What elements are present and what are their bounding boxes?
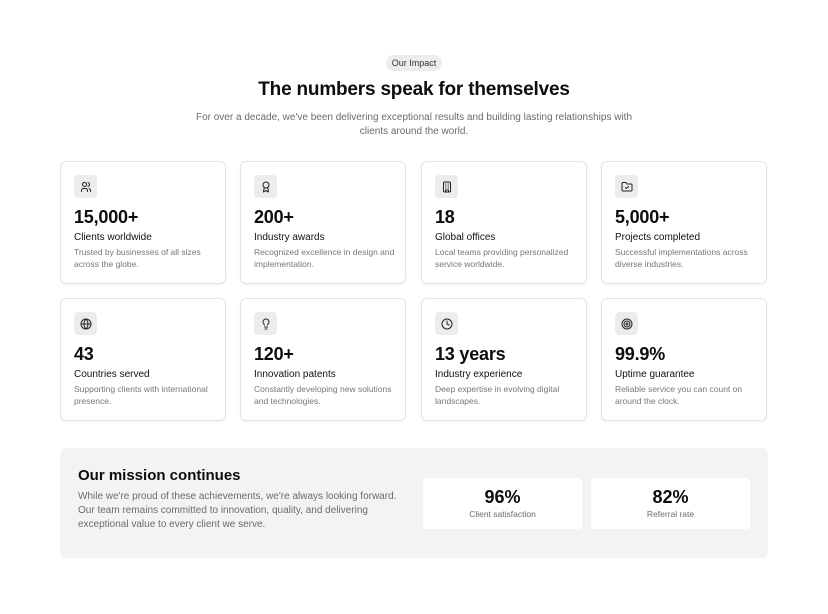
users-icon [74,175,97,198]
stat-description: Recognized excellence in design and implementation. [254,247,395,269]
stat-value: 99.9% [615,344,666,364]
stat-label: Uptime guarantee [615,369,695,380]
stat-card-clients [60,161,226,284]
page-subtitle: For over a decade, we've been delivering exceptional results and building lasting relationships with clients around the world. [195,112,633,137]
mission-stat-satisfaction [423,478,582,529]
stat-card-countries [60,298,226,421]
globe-icon [74,312,97,335]
stat-value: 13 years [435,344,506,364]
mission-title: Our mission continues [78,467,241,484]
building-icon [435,175,458,198]
stat-description: Constantly developing new solutions and technologies. [254,384,392,406]
stat-value: 18 [435,207,455,227]
folder-check-icon [615,175,638,198]
stat-card-experience [421,298,587,421]
stat-label: Global offices [435,232,496,243]
stat-label: Projects completed [615,232,701,243]
stat-card-uptime [601,298,767,421]
stat-card-patents [240,298,406,421]
award-icon [254,175,277,198]
stat-value: 43 [74,344,94,364]
mission-stat-label: Referral rate [646,509,695,519]
mission-text: While we're proud of these achievements, we're always looking forward. Our team remains committed to innovation, quality, and delivering exceptional value to every client we serve. [78,491,397,530]
stat-label: Industry experience [435,369,523,380]
mission-stat-value: 96% [484,487,521,507]
stat-value: 120+ [254,344,294,364]
mission-section [60,448,768,558]
mission-stat-referral [591,478,750,529]
stat-card-projects [601,161,767,284]
stat-value: 15,000+ [74,207,139,227]
stat-description: Supporting clients with international presence. [74,384,208,406]
section-badge: Our Impact [386,55,442,71]
stat-description: Trusted by businesses of all sizes across the globe. [74,247,201,269]
stat-card-offices [421,161,587,284]
stat-card-awards [240,161,406,284]
stat-value: 200+ [254,207,294,227]
stat-label: Industry awards [254,232,325,243]
mission-stat-label: Client satisfaction [469,509,536,519]
target-icon [615,312,638,335]
lightbulb-icon [254,312,277,335]
stat-value: 5,000+ [615,207,670,227]
mission-stat-value: 82% [652,487,689,507]
stat-description: Reliable service you can count on around the clock. [615,384,743,406]
stat-description: Successful implementations across diverse industries. [615,247,748,269]
stat-description: Deep expertise in evolving digital landscapes. [435,384,560,406]
stat-description: Local teams providing personalized service worldwide. [435,247,569,269]
clock-icon [435,312,458,335]
page-title: The numbers speak for themselves [258,79,570,100]
stat-label: Clients worldwide [74,232,152,243]
stat-label: Innovation patents [254,369,336,380]
stat-label: Countries served [74,369,150,380]
